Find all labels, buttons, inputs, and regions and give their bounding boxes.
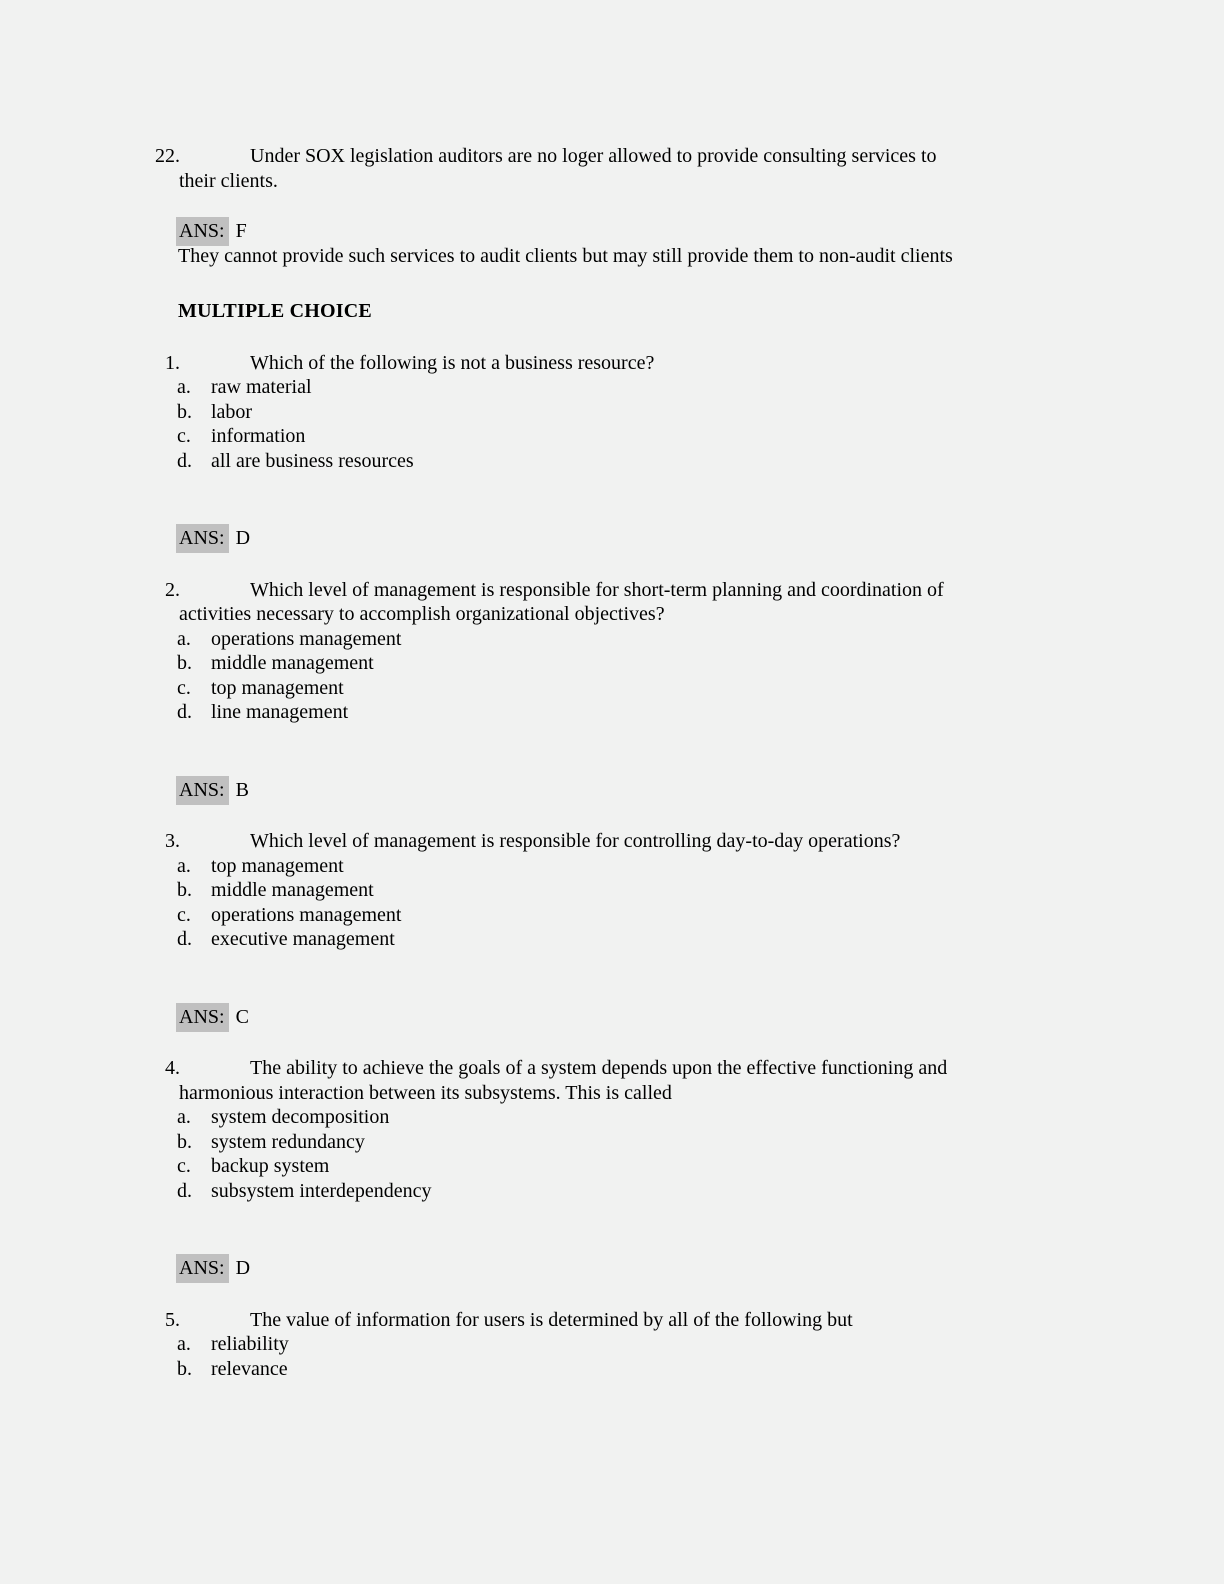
option-row <box>0 927 1224 952</box>
mc-question-1 <box>0 351 1224 551</box>
answer-value: B <box>235 778 249 801</box>
option-text: middle management <box>211 652 374 674</box>
option-letter: a. <box>177 1106 191 1128</box>
option-row <box>0 1332 1224 1357</box>
question-number: 2. <box>165 578 180 601</box>
question-number: 5. <box>165 1308 180 1331</box>
answer-line <box>0 1005 1224 1030</box>
option-letter: b. <box>177 400 192 423</box>
question-line <box>0 578 1224 603</box>
answer-value: D <box>235 527 251 549</box>
option-text: raw material <box>211 376 312 398</box>
option-letter: d. <box>177 1179 192 1202</box>
question-text: Which level of management is responsible for controlling day-to-day operations? <box>250 830 901 852</box>
question-text-continued: activities necessary to accomplish organizational objectives? <box>179 603 665 625</box>
option-text: reliability <box>211 1333 289 1355</box>
option-row <box>0 627 1224 652</box>
question-line <box>0 829 1224 854</box>
answer-label: ANS: <box>176 776 229 805</box>
option-letter: a. <box>177 1333 191 1355</box>
question-text: Which of the following is not a business resource? <box>250 351 655 374</box>
question-text: Which level of management is responsible for short-term planning and coordination of <box>250 578 944 601</box>
option-row <box>0 1179 1224 1204</box>
option-row <box>0 1105 1224 1130</box>
section-heading: MULTIPLE CHOICE <box>178 300 372 322</box>
question-22 <box>0 144 1224 268</box>
option-text: executive management <box>211 928 395 950</box>
answer-value: F <box>235 220 247 242</box>
answer-line <box>0 778 1224 803</box>
option-row <box>0 424 1224 449</box>
option-row <box>0 1130 1224 1155</box>
question-text-continued: harmonious interaction between its subsystems. This is called <box>179 1081 672 1104</box>
option-text: information <box>211 425 306 447</box>
option-text: line management <box>211 701 349 723</box>
option-letter: a. <box>177 854 191 877</box>
mc-question-2 <box>0 578 1224 803</box>
option-text: middle management <box>211 879 374 901</box>
option-row <box>0 854 1224 879</box>
question-number: 3. <box>165 830 180 852</box>
answer-line <box>0 219 1224 244</box>
option-letter: d. <box>177 701 192 723</box>
option-letter: a. <box>177 627 191 650</box>
option-letter: d. <box>177 449 192 472</box>
question-line <box>0 351 1224 376</box>
option-text: operations management <box>211 627 402 650</box>
option-row <box>0 700 1224 725</box>
option-letter: b. <box>177 1357 192 1380</box>
option-text: top management <box>211 854 344 877</box>
option-letter: b. <box>177 1130 192 1153</box>
answer-label: ANS: <box>176 1254 229 1283</box>
answer-value: D <box>235 1257 251 1279</box>
option-letter: c. <box>177 676 191 699</box>
mc-question-5 <box>0 1308 1224 1382</box>
option-text: system decomposition <box>211 1106 390 1128</box>
option-row <box>0 375 1224 400</box>
question-text: The value of information for users is determined by all of the following but <box>250 1308 853 1331</box>
option-row <box>0 878 1224 903</box>
option-letter: c. <box>177 903 191 926</box>
option-row <box>0 1357 1224 1382</box>
option-letter: c. <box>177 1155 191 1177</box>
answer-line <box>0 526 1224 551</box>
question-number: 1. <box>165 351 180 374</box>
option-letter: b. <box>177 652 192 674</box>
question-number: 22. <box>155 145 180 167</box>
answer-label: ANS: <box>176 524 229 553</box>
question-line <box>0 144 1224 169</box>
option-row <box>0 676 1224 701</box>
option-text: system redundancy <box>211 1130 365 1153</box>
option-row <box>0 400 1224 425</box>
mc-question-4 <box>0 1056 1224 1281</box>
option-row <box>0 651 1224 676</box>
option-text: labor <box>211 400 253 423</box>
answer-line <box>0 1256 1224 1281</box>
option-letter: c. <box>177 425 191 447</box>
mc-question-3 <box>0 829 1224 1029</box>
answer-value: C <box>235 1005 249 1028</box>
question-number: 4. <box>165 1057 180 1079</box>
answer-rationale: They cannot provide such services to audit clients but may still provide them to non-audit clients <box>178 244 953 267</box>
question-text: The ability to achieve the goals of a system depends upon the effective functioning and <box>250 1057 948 1079</box>
option-text: top management <box>211 676 344 699</box>
option-text: relevance <box>211 1357 288 1380</box>
option-letter: d. <box>177 928 192 950</box>
question-line <box>0 1056 1224 1081</box>
option-letter: b. <box>177 879 192 901</box>
option-letter: a. <box>177 376 191 398</box>
answer-label: ANS: <box>176 217 229 246</box>
option-row <box>0 903 1224 928</box>
answer-label: ANS: <box>176 1003 229 1032</box>
option-text: backup system <box>211 1155 330 1177</box>
option-text: operations management <box>211 903 402 926</box>
question-text-continued: their clients. <box>179 169 278 192</box>
question-line <box>0 1308 1224 1333</box>
option-row <box>0 449 1224 474</box>
option-row <box>0 1154 1224 1179</box>
option-text: subsystem interdependency <box>211 1179 432 1202</box>
question-text: Under SOX legislation auditors are no loger allowed to provide consulting services to <box>250 145 937 167</box>
option-text: all are business resources <box>211 449 414 472</box>
